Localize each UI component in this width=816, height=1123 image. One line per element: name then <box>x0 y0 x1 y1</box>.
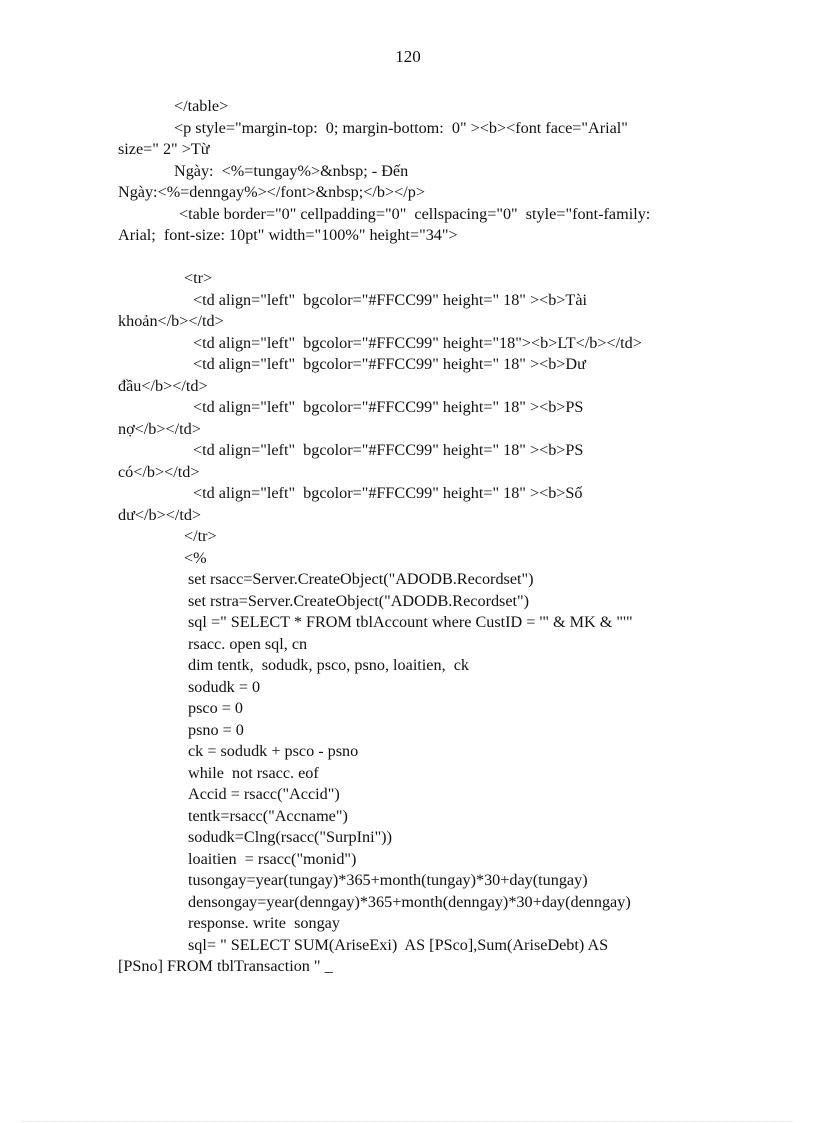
code-line: <td align="left" bgcolor="#FFCC99" height=" 18" ><b>Số <box>193 484 583 502</box>
code-line: <td align="left" bgcolor="#FFCC99" height=" 18" ><b>PS <box>193 398 584 416</box>
page-bottom-divider <box>22 1121 794 1122</box>
code-line: </tr> <box>184 527 217 545</box>
blank-line <box>118 247 758 269</box>
code-line: set rsacc=Server.CreateObject("ADODB.Recordset") <box>188 570 534 588</box>
code-line: <tr> <box>184 269 213 287</box>
code-line: psco = 0 <box>188 699 243 717</box>
page-number: 120 <box>395 47 421 66</box>
code-line: response. write songay <box>188 914 340 932</box>
code-line: dim tentk, sodudk, psco, psno, loaitien, ck <box>188 656 470 674</box>
code-line: dư</b></td> <box>118 505 202 524</box>
code-line: while not rsacc. eof <box>188 763 319 782</box>
code-line: <% <box>184 548 207 567</box>
code-line: rsacc. open sql, cn <box>188 634 308 653</box>
code-line: <td align="left" bgcolor="#FFCC99" height=" 18" ><b>Tài <box>193 290 588 309</box>
code-line: sodudk = 0 <box>188 677 261 696</box>
code-line: densongay=year(denngay)*365+month(denngay)*30+day(denngay) <box>188 892 631 911</box>
code-listing <box>118 96 758 978</box>
code-line: <td align="left" bgcolor="#FFCC99" height="18"><b>LT</b></td> <box>193 333 642 352</box>
code-line: Ngày: <%=tungay%>&nbsp; - Đến <box>174 161 409 180</box>
code-line: ck = sodudk + psco - psno <box>188 742 359 760</box>
code-line: tusongay=year(tungay)*365+month(tungay)*30+day(tungay) <box>188 871 588 889</box>
code-line: đầu</b></td> <box>118 376 208 395</box>
code-line: loaitien = rsacc("monid") <box>188 849 357 868</box>
code-line: psno = 0 <box>188 720 244 739</box>
code-line: <p style="margin-top: 0; margin-bottom: 0" ><b><font face="Arial" <box>174 118 628 137</box>
code-line: sql= " SELECT SUM(AriseExi) AS [PSco],Sum(AriseDebt) AS <box>188 935 609 954</box>
code-line: Arial; font-size: 10pt" width="100%" height="34"> <box>118 226 458 244</box>
code-line: tentk=rsacc("Accname") <box>188 806 348 825</box>
code-line: set rstra=Server.CreateObject("ADODB.Recordset") <box>188 591 530 610</box>
code-line: sodudk=Clng(rsacc("SurpIni")) <box>188 828 392 846</box>
code-line: <td align="left" bgcolor="#FFCC99" height=" 18" ><b>PS <box>193 441 584 459</box>
code-line: khoản</b></td> <box>118 312 224 330</box>
code-line: <table border="0" cellpadding="0" cellspacing="0" style="font-family: <box>179 204 651 223</box>
code-line: Accid = rsacc("Accid") <box>188 785 340 803</box>
code-line: sql =" SELECT * FROM tblAccount where CustID = '" & MK & "'" <box>188 613 633 631</box>
code-line: Ngày:<%=denngay%></font>&nbsp;</b></p> <box>118 183 425 201</box>
code-line: có</b></td> <box>118 462 200 481</box>
code-line: <td align="left" bgcolor="#FFCC99" height=" 18" ><b>Dư <box>193 355 586 373</box>
code-line: </table> <box>174 97 229 115</box>
code-line: [PSno] FROM tblTransaction " _ <box>118 957 333 975</box>
code-line: size=" 2" >Từ <box>118 140 210 158</box>
code-line: nợ</b></td> <box>118 419 201 438</box>
